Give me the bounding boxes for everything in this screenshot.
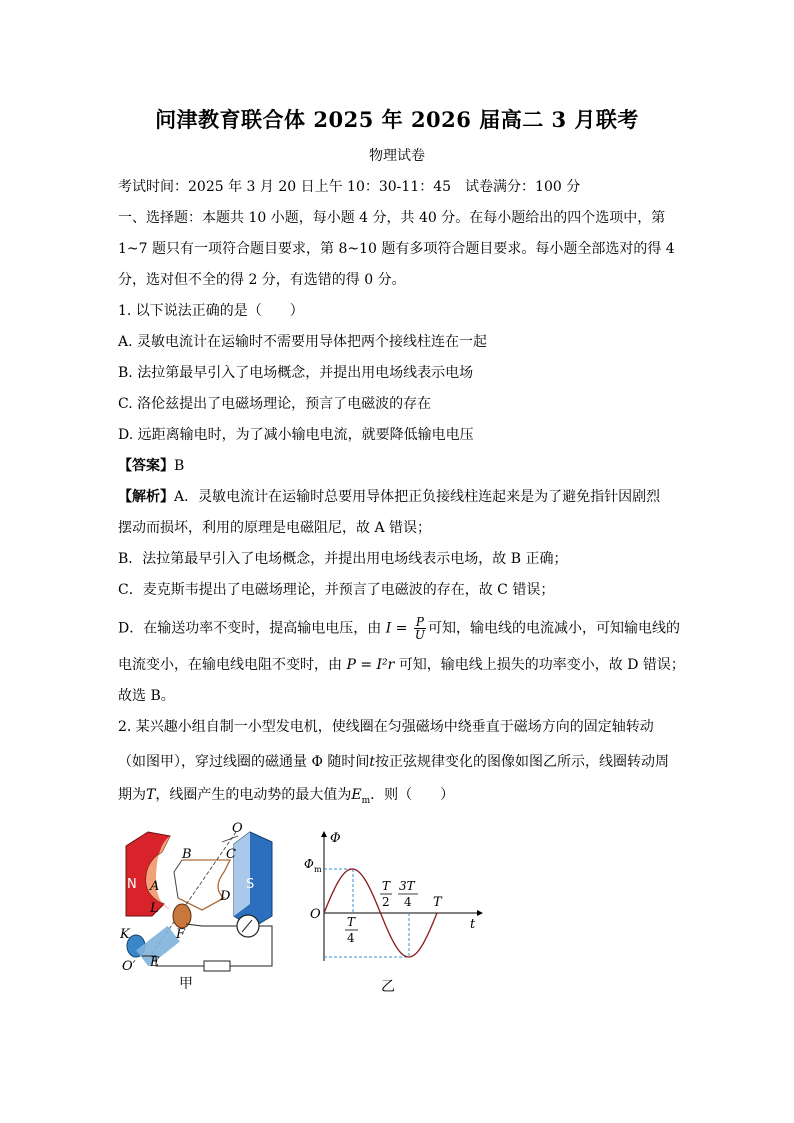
q2-stem-3	[118, 785, 454, 811]
origin-label: O	[310, 907, 321, 922]
figure-generator	[112, 818, 292, 998]
q1-analysis-2: 摆动而损坏，利用的原理是电磁阻尼，故 A 错误；	[118, 520, 432, 536]
analysis-6-post: 可知，输电线上损失的功率变小，故 D 错误；	[398, 657, 685, 673]
section-instructions-3: 分，选对但不全的得 2 分，有选错的得 0 分。	[118, 272, 406, 288]
section-instructions-1: 一、选择题：本题共 10 小题，每小题 4 分，共 40 分。在每小题给出的四个选项中，第	[118, 210, 666, 226]
q1-analysis-6	[118, 655, 685, 675]
q1-option-a: A. 灵敏电流计在运输时不需要用导体把两个接线柱连在一起	[118, 334, 488, 350]
q2-stem-2	[118, 752, 669, 772]
q2-var-E: E	[351, 787, 362, 803]
label-D: D	[220, 889, 231, 904]
eq-fraction	[414, 616, 426, 641]
q1-analysis-3: B．法拉第最早引入了电场概念，并提出用电场线表示电场，故 B 正确；	[118, 551, 568, 567]
analysis-text-1: A．灵敏电流计在运输时总要用导体把正负接线柱连起来是为了避免指针因剧烈	[174, 489, 661, 505]
analysis-6-pre: 电流变小，在输电线电阻不变时，由	[118, 657, 342, 673]
q1-analysis-1	[118, 487, 660, 507]
phi-axis-label: Φ	[330, 831, 341, 846]
q1-analysis-4: C．麦克斯韦提出了电磁场理论，并预言了电磁波的存在，故 C 错误；	[118, 582, 555, 598]
page-title: 问津教育联合体 2025 年 2026 届高二 3 月联考	[155, 107, 639, 132]
tick-T2-num: T	[382, 879, 391, 893]
q1-option-b: B. 法拉第最早引入了电场概念，并提出用电场线表示电场	[118, 365, 474, 381]
analysis-5-post: 可知，输电线的电流减小，可知输电线的	[427, 620, 680, 637]
label-F: F	[176, 927, 186, 942]
galvanometer-icon	[237, 915, 259, 937]
eq-power: P = I²r	[346, 657, 395, 673]
t-axis-label: t	[470, 917, 476, 932]
figure-left-caption: 甲	[179, 976, 193, 992]
section-instructions-2: 1~7 题只有一项符合题目要求，第 8~10 题有多项符合题目要求。每小题全部选对的得 4	[118, 241, 675, 257]
label-S: S	[246, 877, 255, 892]
q1-option-c: C. 洛伦兹提出了电磁场理论，预言了电磁波的存在	[118, 396, 432, 412]
figure-right-caption: 乙	[381, 979, 395, 995]
eq-current-lhs: I =	[385, 620, 408, 637]
q1-analysis-7: 故选 B。	[118, 688, 175, 704]
q2-var-E-sub: m	[361, 795, 371, 806]
analysis-5-pre: D．在输送功率不变时，提高输电电压，由	[118, 620, 382, 637]
exam-info: 考试时间：2025 年 3 月 20 日上午 10：30-11：45 试卷满分：100 分	[118, 179, 581, 195]
label-O: O	[232, 821, 243, 836]
resistor	[204, 961, 230, 971]
tick-T4-den: 4	[347, 931, 355, 945]
phim-sub: m	[314, 865, 322, 874]
q2-s2-post: 按正弦规律变化的图像如图乙所示，线圈转动周	[375, 754, 670, 770]
tick-T4-num: T	[347, 915, 356, 929]
tick-3T4-den: 4	[404, 895, 412, 909]
q1-option-d: D. 远距离输电时，为了减小输电电流，就要降低输电电压	[118, 427, 474, 443]
page-subtitle: 物理试卷	[369, 148, 425, 164]
answer-label: 【答案】	[118, 458, 174, 474]
analysis-label: 【解析】	[118, 489, 174, 505]
q2-s3-pre: 期为	[118, 787, 146, 803]
q2-s2-pre: （如图甲），穿过线圈的磁通量 Φ 随时间	[118, 754, 370, 770]
figure-flux-graph	[302, 826, 492, 971]
tick-T: T	[433, 895, 442, 910]
label-E: E	[150, 955, 160, 970]
q2-s3-post: ．则（ ）	[370, 787, 455, 803]
label-L: L	[150, 901, 159, 916]
label-N: N	[127, 877, 137, 892]
q2-var-T: T	[146, 787, 156, 803]
label-C: C	[226, 847, 236, 862]
eq-num: P	[414, 616, 426, 629]
q1-stem: 1. 以下说法正确的是（ ）	[118, 303, 304, 319]
q2-var-t: t	[369, 754, 376, 770]
q1-analysis-5	[118, 616, 680, 641]
phim-label: Φ	[304, 857, 314, 871]
tick-T2-den: 2	[382, 895, 390, 909]
magnet-s-face	[234, 832, 250, 916]
label-K: K	[120, 927, 130, 942]
q1-answer	[118, 456, 184, 476]
label-Oprime: O′	[122, 959, 136, 974]
eq-den: U	[414, 628, 425, 642]
tick-3T4-num: 3T	[399, 879, 415, 893]
answer-value: B	[174, 458, 185, 474]
q2-stem-1: 2. 某兴趣小组自制一小型发电机，使线圈在匀强磁场中绕垂直于磁场方向的固定轴转动	[118, 719, 654, 735]
q2-s3-mid: ，线圈产生的电动势的最大值为	[155, 787, 352, 803]
label-A: A	[150, 879, 160, 894]
label-B: B	[182, 847, 192, 862]
